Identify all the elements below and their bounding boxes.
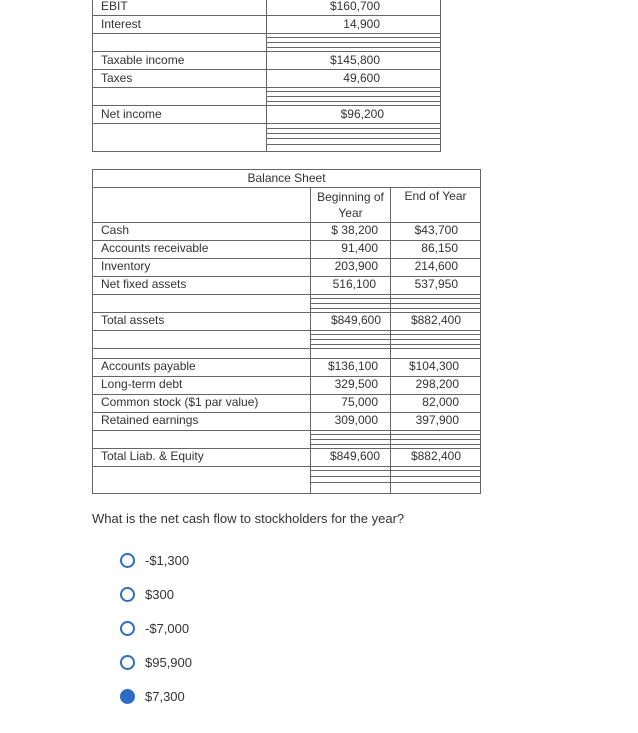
liability-begin: 75,000	[341, 395, 378, 409]
option-radio[interactable]	[120, 587, 135, 602]
total-assets-label: Total assets	[101, 313, 165, 327]
asset-end: 214,600	[414, 259, 458, 273]
option-label[interactable]: -$1,300	[145, 553, 190, 568]
asset-end: 537,950	[414, 277, 458, 291]
liability-end: 397,900	[415, 413, 459, 427]
liability-begin: 329,500	[334, 377, 378, 391]
col-end-header: End of Year	[404, 189, 467, 203]
option-radio[interactable]	[120, 655, 135, 670]
net-income-label: Net income	[101, 107, 162, 121]
liability-begin: 309,000	[334, 413, 378, 427]
liability-label: Accounts payable	[101, 359, 196, 373]
total-liab-equity-begin: $849,600	[329, 449, 380, 463]
liability-end: $104,300	[408, 359, 459, 373]
interest-value: 14,900	[343, 17, 380, 31]
net-income-value: $96,200	[340, 107, 384, 121]
total-liab-equity-end: $882,400	[410, 449, 461, 463]
total-liab-equity-label: Total Liab. & Equity	[101, 449, 204, 463]
liability-label: Retained earnings	[101, 413, 199, 427]
liability-label: Common stock ($1 par value)	[101, 395, 259, 409]
option-radio[interactable]	[120, 553, 135, 568]
option-radio[interactable]	[120, 689, 135, 704]
liability-end: 298,200	[415, 377, 459, 391]
question-text: What is the net cash flow to stockholders for the year?	[92, 511, 405, 526]
taxable-income-value: $145,800	[329, 53, 380, 67]
option-radio[interactable]	[120, 621, 135, 636]
liability-end: 82,000	[422, 395, 459, 409]
taxes-label: Taxes	[101, 71, 133, 85]
asset-begin: 91,400	[341, 241, 378, 255]
asset-label: Inventory	[101, 259, 151, 273]
asset-end: 86,150	[421, 241, 458, 255]
asset-begin: 516,100	[332, 277, 376, 291]
total-assets-end: $882,400	[410, 313, 461, 327]
asset-label: Net fixed assets	[101, 277, 187, 291]
asset-label: Accounts receivable	[101, 241, 209, 255]
taxable-income-label: Taxable income	[101, 53, 185, 67]
asset-end: $43,700	[414, 223, 458, 237]
option-label[interactable]: $7,300	[145, 689, 185, 704]
option-label[interactable]: $95,900	[145, 655, 192, 670]
taxes-value: 49,600	[343, 71, 380, 85]
ebit-value: $160,700	[329, 0, 380, 13]
interest-label: Interest	[101, 17, 142, 31]
asset-begin: 203,900	[334, 259, 378, 273]
option-label[interactable]: $300	[145, 587, 174, 602]
col-beginning-header: Beginning of Year	[317, 190, 384, 220]
liability-begin: $136,100	[327, 359, 378, 373]
ebit-label: EBIT	[101, 0, 128, 13]
option-label[interactable]: -$7,000	[145, 621, 190, 636]
balance-sheet-title: Balance Sheet	[247, 171, 326, 185]
asset-begin: $ 38,200	[331, 223, 378, 237]
asset-label: Cash	[101, 223, 130, 237]
liability-label: Long-term debt	[101, 377, 183, 391]
total-assets-begin: $849,600	[330, 313, 381, 327]
